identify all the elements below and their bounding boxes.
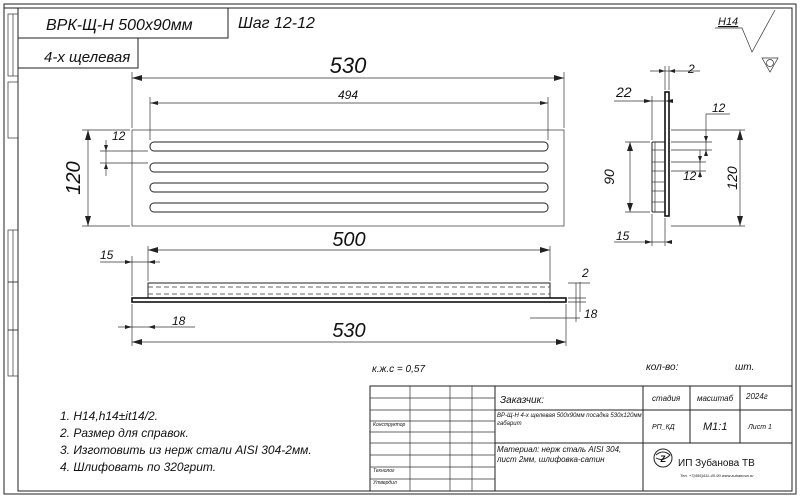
role-designer: Конструктор <box>373 422 406 428</box>
dim-bottom-2: 2 <box>582 266 589 280</box>
header <box>18 8 315 68</box>
dim-front-494: 494 <box>337 88 359 102</box>
stage-value: РП_КД <box>652 424 675 431</box>
bottom-view <box>100 229 598 346</box>
description-text: ВР-Щ-Н 4-х щелевая 500х90мм посадка 530х120мм габарит <box>497 413 642 427</box>
material-box <box>497 445 642 475</box>
drawing-title: ВРК-Щ-Н 500х90мм <box>46 17 193 34</box>
dim-side-12: 12 <box>683 169 697 183</box>
description-box <box>497 412 642 442</box>
variant-label: 4-х щелевая <box>44 49 131 66</box>
qty-unit: шт. <box>735 362 755 373</box>
material-text: Материал: нерж сталь AISI 304, лист 2мм, шлифовка-сатин <box>497 445 622 464</box>
slot-4 <box>150 203 548 212</box>
company-name: ИП Зубанова ТВ <box>678 458 755 469</box>
scale-label: масштаб <box>697 394 734 403</box>
info-row <box>372 362 754 375</box>
pitch-label: Шаг 12-12 <box>238 15 315 32</box>
roughness-symbol <box>715 10 778 72</box>
dim-bottom-500: 500 <box>332 229 366 251</box>
slot-1 <box>150 142 548 151</box>
dim-side-12-top: 12 <box>712 101 726 115</box>
dim-front-120: 120 <box>63 161 85 195</box>
role-approved: Утвердил <box>373 480 397 486</box>
dim-front-530: 530 <box>329 53 367 78</box>
dim-front-12: 12 <box>112 129 126 143</box>
dim-side-15: 15 <box>616 229 630 243</box>
stage-label: стадия <box>652 394 681 403</box>
scale-value: М1:1 <box>703 421 728 433</box>
dim-side-90: 90 <box>601 169 617 185</box>
dim-side-120: 120 <box>724 166 740 190</box>
front-view <box>63 53 564 226</box>
customer-label: Заказчик: <box>500 395 545 406</box>
side-view <box>601 62 745 246</box>
title-block <box>370 386 792 491</box>
slot-2 <box>150 163 548 172</box>
note-3: 3. Изготовить из нерж стали AISI 304-2мм. <box>60 443 312 457</box>
note-2: 2. Размер для справок. <box>60 426 189 440</box>
dim-bottom-530: 530 <box>332 320 366 342</box>
svg-text:Z: Z <box>660 454 666 464</box>
note-4: 4. Шлифовать по 320грит. <box>60 460 217 474</box>
notes <box>59 409 312 474</box>
dim-side-2: 2 <box>688 62 695 76</box>
dim-bottom-18-side: 18 <box>584 307 598 321</box>
company-contacts: Тел. +7(495)411-45-90 www.zubanova.ru <box>680 473 754 478</box>
roughness-label: H14 <box>718 16 739 28</box>
role-tech: Технолог <box>373 468 395 474</box>
sheet-value: Лист 1 <box>748 424 772 431</box>
qty-label: кол-во: <box>646 362 679 373</box>
dim-bottom-18-inner: 18 <box>172 314 186 328</box>
dim-side-22: 22 <box>616 84 632 100</box>
dim-bottom-15: 15 <box>100 248 114 262</box>
year-label: 2024г <box>746 392 768 401</box>
company-logo <box>654 449 672 467</box>
kzhs-label: к.ж.с = 0,57 <box>372 364 426 375</box>
slot-3 <box>150 183 548 192</box>
note-1: 1. H14,h14±it14/2. <box>60 409 158 423</box>
